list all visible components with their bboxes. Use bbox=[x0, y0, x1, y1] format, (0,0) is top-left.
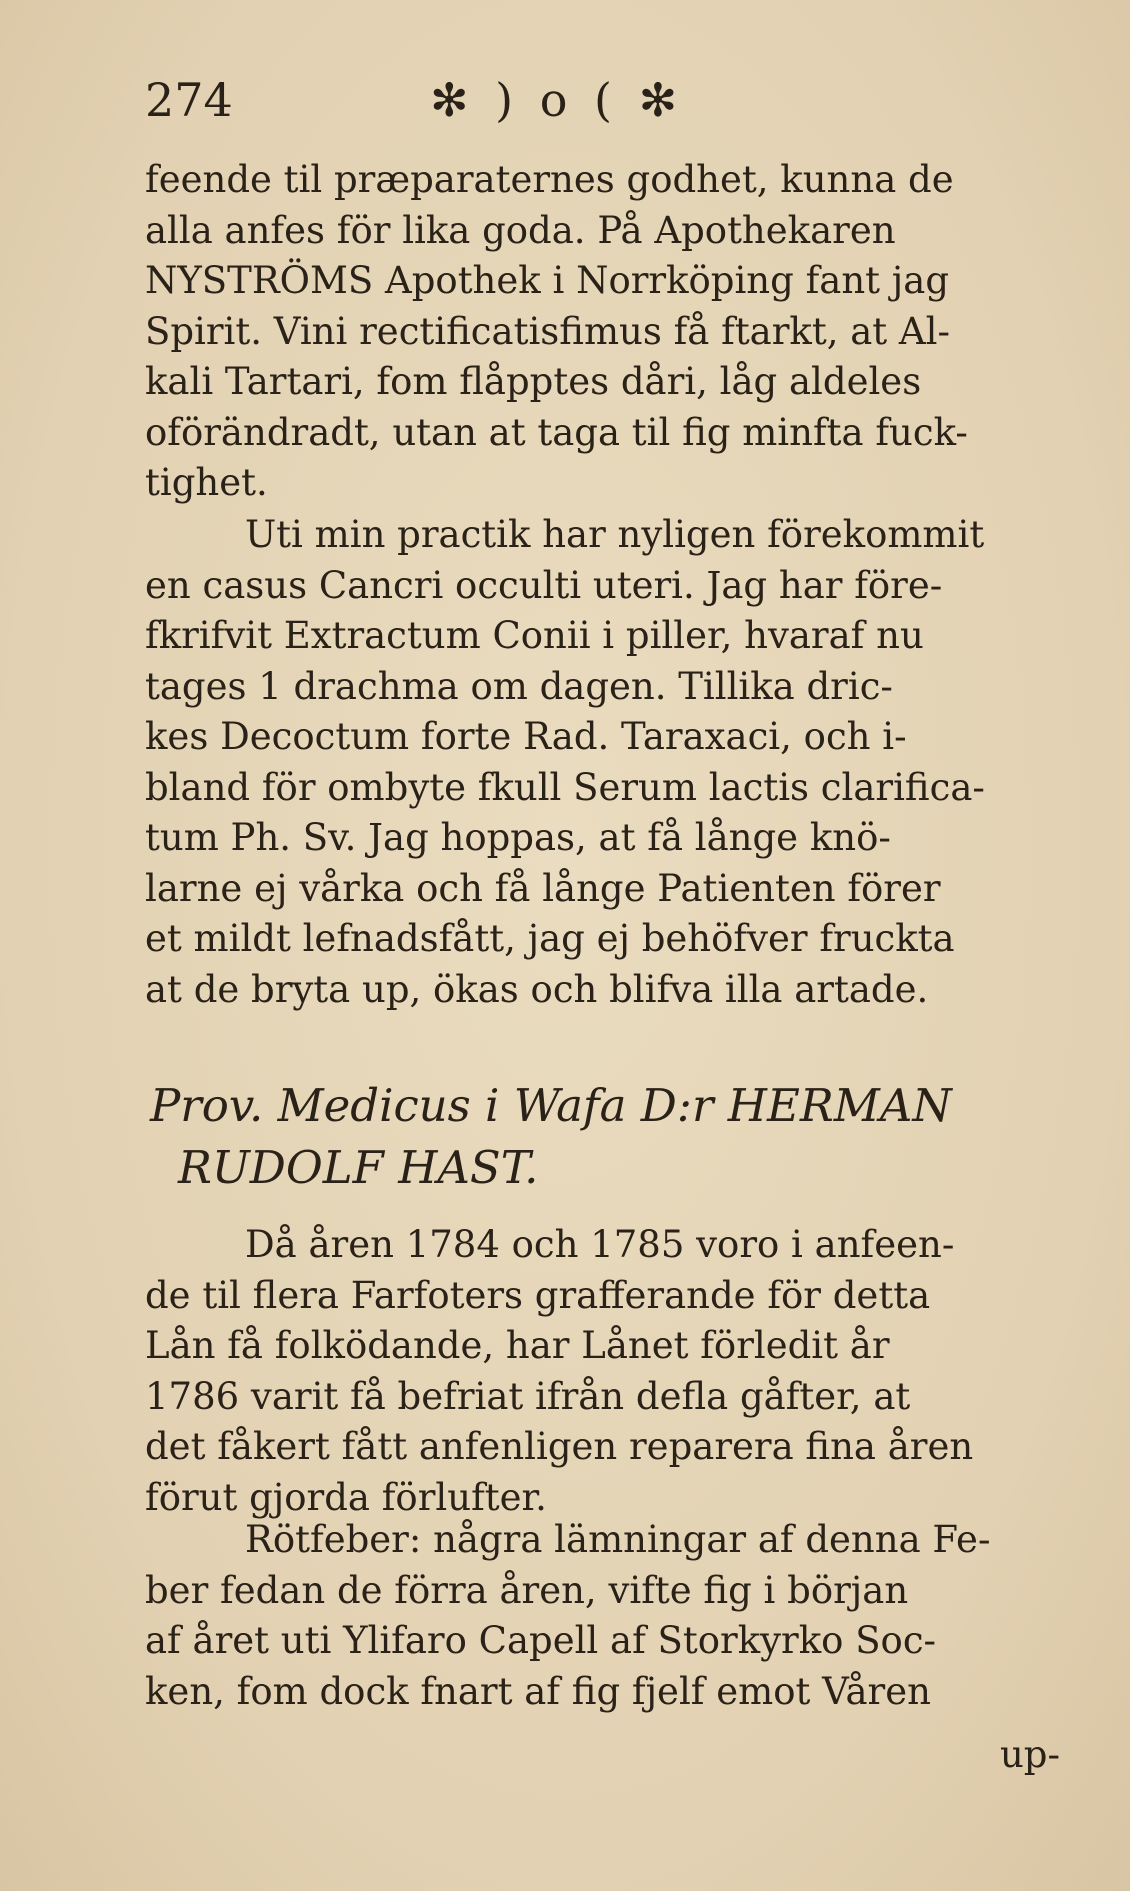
paragraph-3 bbox=[145, 1220, 1061, 1523]
text-line: Uti min practik har nyligen förekommit bbox=[245, 513, 985, 556]
text-line: Lån få folködande, har Lånet förledit år bbox=[145, 1324, 890, 1367]
text-line: larne ej vårka och få långe Patienten förer bbox=[145, 866, 941, 910]
text-line: förut gjorda förlufter. bbox=[145, 1475, 547, 1519]
text-line: Rötfeber: några lämningar af denna Fe- bbox=[245, 1518, 991, 1561]
text-line: kali Tartari, fom flåpptes dåri, låg aldeles bbox=[145, 360, 922, 403]
heading-line: RUDOLF HAST. bbox=[178, 1141, 539, 1194]
text-line: de til flera Farfoters grafferande för detta bbox=[145, 1273, 931, 1317]
text-line: oförändradt, utan at taga til fig minfta fuck- bbox=[145, 410, 968, 454]
text-line: tighet. bbox=[145, 461, 268, 504]
page-header bbox=[145, 70, 1045, 130]
text-line: Spirit. Vini rectificatisfimus få ftarkt, at Al- bbox=[145, 309, 950, 353]
heading-line: Prov. Medicus i Wafa D:r HERMAN bbox=[150, 1079, 952, 1132]
section-heading bbox=[150, 1075, 1060, 1199]
text-line: bland för ombyte fkull Serum lactis clarifica- bbox=[145, 765, 985, 809]
text-line: NYSTRÖMS Apothek i Norrköping fant jag bbox=[145, 259, 950, 302]
text-line: at de bryta up, ökas och blifva illa artade. bbox=[145, 967, 929, 1011]
text-line: alla anfes för lika goda. På Apothekaren bbox=[145, 208, 896, 252]
text-line: kes Decoctum forte Rad. Taraxaci, och i- bbox=[145, 715, 907, 758]
text-line: det fåkert fått anfenligen reparera fina åren bbox=[145, 1425, 974, 1468]
paragraph-1 bbox=[145, 155, 1061, 509]
text-line: feende til præparaternes godhet, kunna de bbox=[145, 158, 954, 201]
text-line: Då åren 1784 och 1785 voro i anfeen- bbox=[245, 1223, 955, 1266]
paragraph-2 bbox=[145, 510, 1061, 1015]
paragraph-4 bbox=[145, 1515, 1061, 1717]
text-line: tum Ph. Sv. Jag hoppas, at få långe knö- bbox=[145, 816, 891, 859]
text-line: 1786 varit få befriat ifrån defla gåfter, at bbox=[145, 1374, 911, 1418]
header-ornament: ✻ ) o ( ✻ bbox=[430, 73, 684, 127]
page-number: 274 bbox=[145, 73, 233, 127]
text-line: ken, fom dock fnart af fig fjelf emot Våren bbox=[145, 1669, 931, 1713]
text-line: af året uti Ylifaro Capell af Storkyrko Soc- bbox=[145, 1619, 937, 1662]
text-line: et mildt lefnadsfått, jag ej behöfver fruckta bbox=[145, 917, 955, 960]
text-line: en casus Cancri occulti uteri. Jag har före- bbox=[145, 563, 943, 607]
text-line: tages 1 drachma om dagen. Tillika dric- bbox=[145, 664, 893, 708]
catchword: up- bbox=[999, 1733, 1060, 1776]
text-line: fkrifvit Extractum Conii i piller, hvaraf nu bbox=[145, 614, 924, 657]
text-line: ber fedan de förra åren, vifte fig i början bbox=[145, 1568, 909, 1612]
